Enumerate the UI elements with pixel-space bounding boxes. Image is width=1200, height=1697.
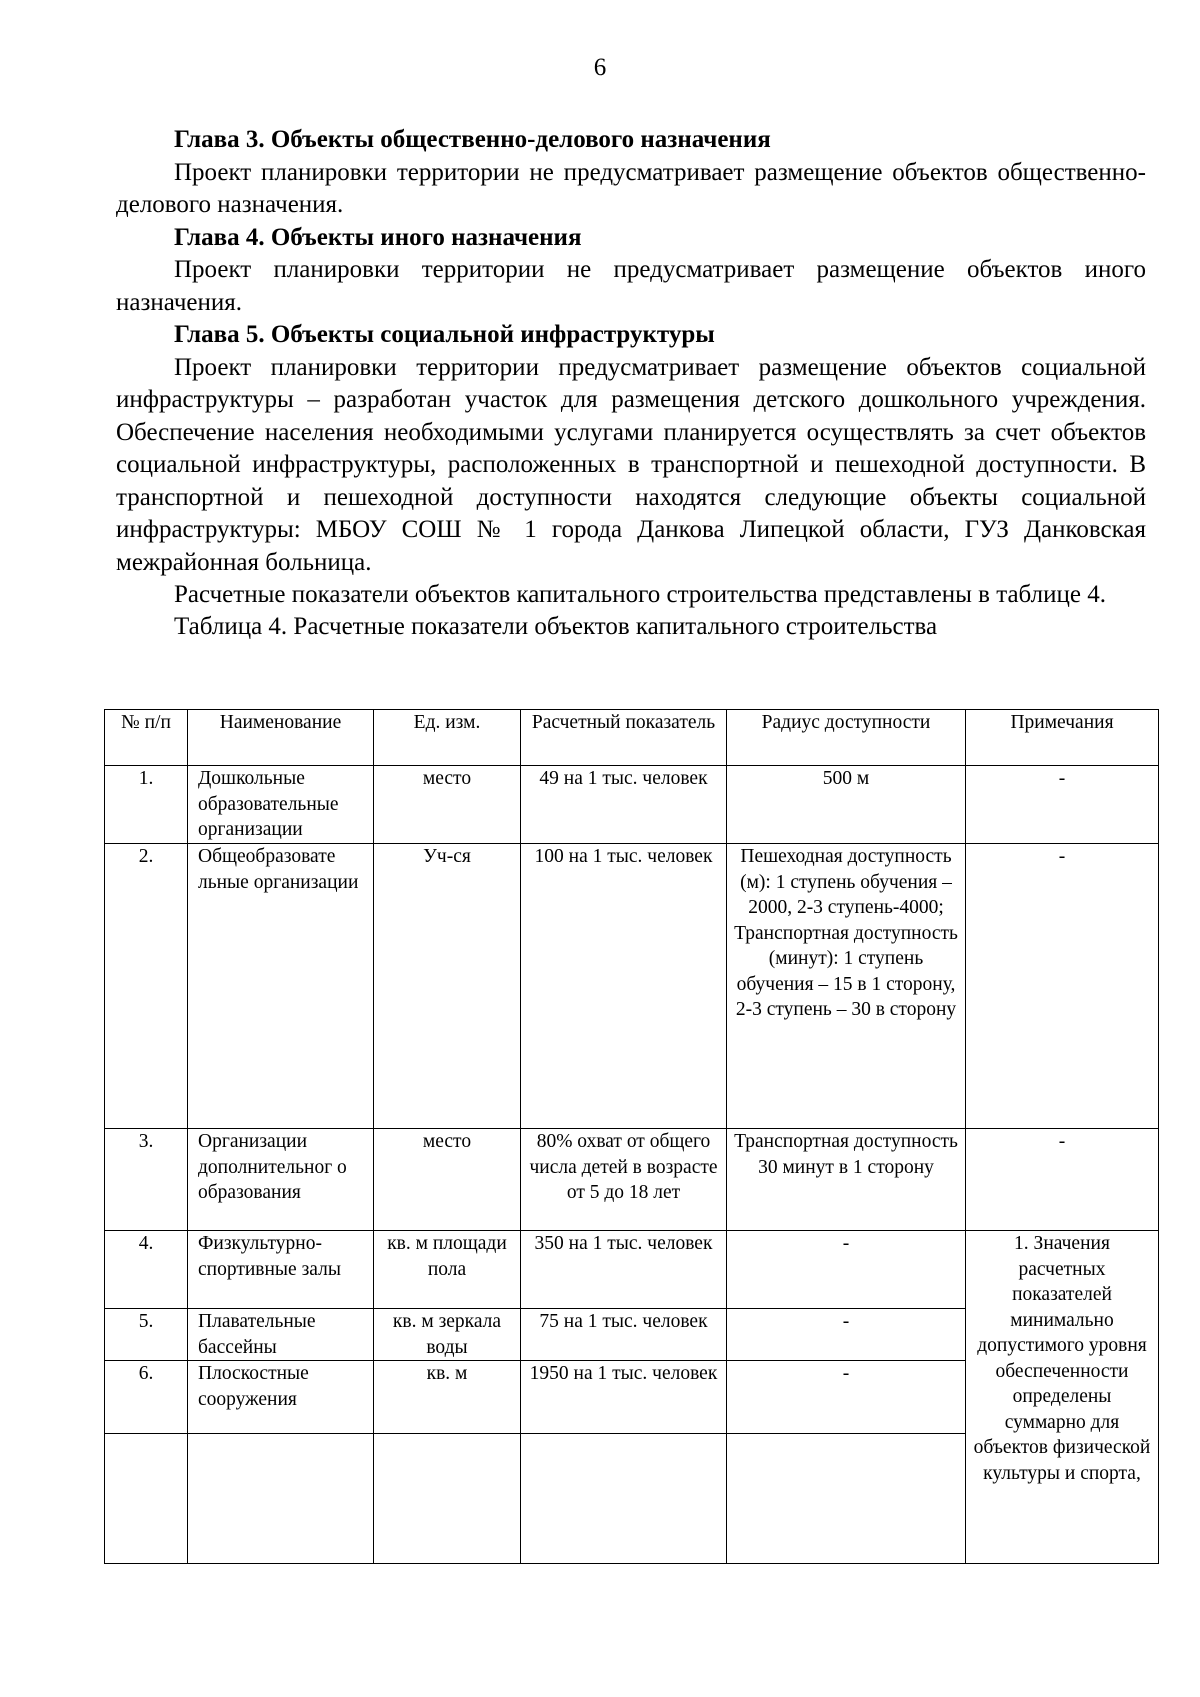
cell-unit: кв. м зеркала воды bbox=[374, 1309, 521, 1361]
header-unit: Ед. изм. bbox=[374, 710, 521, 766]
chapter-4-text: Проект планировки территории не предусматривает размещение объектов иного назначения. bbox=[116, 256, 1146, 316]
header-radius: Радиус доступности bbox=[727, 710, 966, 766]
cell-unit: место bbox=[374, 1129, 521, 1231]
table-row bbox=[105, 1231, 1159, 1309]
cell-number: 3. bbox=[105, 1129, 188, 1231]
cell-number: 6. bbox=[105, 1361, 188, 1434]
cell-name: Физкультурно-спортивные залы bbox=[188, 1231, 374, 1309]
cell-indicator: 75 на 1 тыс. человек bbox=[521, 1309, 727, 1361]
cell-name: Дошкольные образовательные организации bbox=[188, 766, 374, 844]
chapter-5-text: Проект планировки территории предусматривает размещение объектов социальной инфраструктуры – разработан участок для размещения детского дошкольного учреждения. Обеспечение населения необходимыми услугами планируется осуществлять за счет объектов социальной инфраструктуры, расположенных в транспортной и пешеходной доступности. В транспортной и пешеходной доступности находятся следующие объекты социальной инфраструктуры: МБОУ СОШ № 1 города Данкова Липецкой области, ГУЗ Данковская межрайонная больница. bbox=[116, 353, 1146, 576]
cell-unit: Уч-ся bbox=[374, 844, 521, 1129]
header-indicator: Расчетный показатель bbox=[521, 710, 727, 766]
cell-number: 4. bbox=[105, 1231, 188, 1309]
header-notes: Примечания bbox=[966, 710, 1159, 766]
table-header-row bbox=[105, 710, 1159, 766]
cell-radius: Транспортная доступность 30 минут в 1 сторону bbox=[727, 1129, 966, 1231]
cell-unit: место bbox=[374, 766, 521, 844]
cell-name: Плавательные бассейны bbox=[188, 1309, 374, 1361]
header-number: № п/п bbox=[105, 710, 188, 766]
table-row bbox=[105, 1129, 1159, 1231]
cell-empty bbox=[188, 1434, 374, 1564]
header-name: Наименование bbox=[188, 710, 374, 766]
indicators-table bbox=[104, 709, 1159, 1564]
cell-indicator: 80% охват от общего числа детей в возрасте от 5 до 18 лет bbox=[521, 1129, 727, 1231]
cell-name: Общеобразовате льные организации bbox=[188, 844, 374, 1129]
cell-radius: Пешеходная доступность (м): 1 ступень обучения – 2000, 2-3 ступень-4000; Транспортная доступность (минут): 1 ступень обучения – 15 в 1 сторону, 2-3 ступень – 30 в сторону bbox=[727, 844, 966, 1129]
cell-empty bbox=[374, 1434, 521, 1564]
cell-empty bbox=[727, 1434, 966, 1564]
cell-indicator: 350 на 1 тыс. человек bbox=[521, 1231, 727, 1309]
document-body bbox=[116, 124, 1146, 642]
page-number: 6 bbox=[593, 54, 607, 81]
cell-notes: - bbox=[966, 766, 1159, 844]
table-caption: Таблица 4. Расчетные показатели объектов капитального строительства bbox=[174, 612, 938, 640]
chapter-4-heading: Глава 4. Объекты иного назначения bbox=[174, 223, 582, 251]
table-row bbox=[105, 766, 1159, 844]
cell-notes: - bbox=[966, 844, 1159, 1129]
cell-empty bbox=[521, 1434, 727, 1564]
cell-unit: кв. м площади пола bbox=[374, 1231, 521, 1309]
cell-unit: кв. м bbox=[374, 1361, 521, 1434]
table-row bbox=[105, 844, 1159, 1129]
cell-radius: - bbox=[727, 1361, 966, 1434]
cell-notes: - bbox=[966, 1129, 1159, 1231]
cell-name: Плоскостные сооружения bbox=[188, 1361, 374, 1434]
cell-empty bbox=[105, 1434, 188, 1564]
cell-radius: - bbox=[727, 1309, 966, 1361]
chapter-3-heading: Глава 3. Объекты общественно-делового назначения bbox=[174, 126, 771, 153]
cell-radius: 500 м bbox=[727, 766, 966, 844]
chapter-5-heading: Глава 5. Объекты социальной инфраструктуры bbox=[174, 321, 715, 348]
cell-indicator: 1950 на 1 тыс. человек bbox=[521, 1361, 727, 1434]
cell-number: 5. bbox=[105, 1309, 188, 1361]
chapter-5-text-2: Расчетные показатели объектов капитального строительства представлены в таблице 4. bbox=[174, 581, 1106, 608]
cell-indicator: 49 на 1 тыс. человек bbox=[521, 766, 727, 844]
cell-radius: - bbox=[727, 1231, 966, 1309]
cell-notes-merged: 1. Значения расчетных показателей минимально допустимого уровня обеспеченности определены суммарно для объектов физической культуры и спорта, bbox=[966, 1231, 1159, 1564]
cell-number: 2. bbox=[105, 844, 188, 1129]
cell-name: Организации дополнительног о образования bbox=[188, 1129, 374, 1231]
cell-indicator: 100 на 1 тыс. человек bbox=[521, 844, 727, 1129]
chapter-3-text: Проект планировки территории не предусматривает размещение объектов общественно-делового назначения. bbox=[116, 158, 1146, 218]
cell-number: 1. bbox=[105, 766, 188, 844]
